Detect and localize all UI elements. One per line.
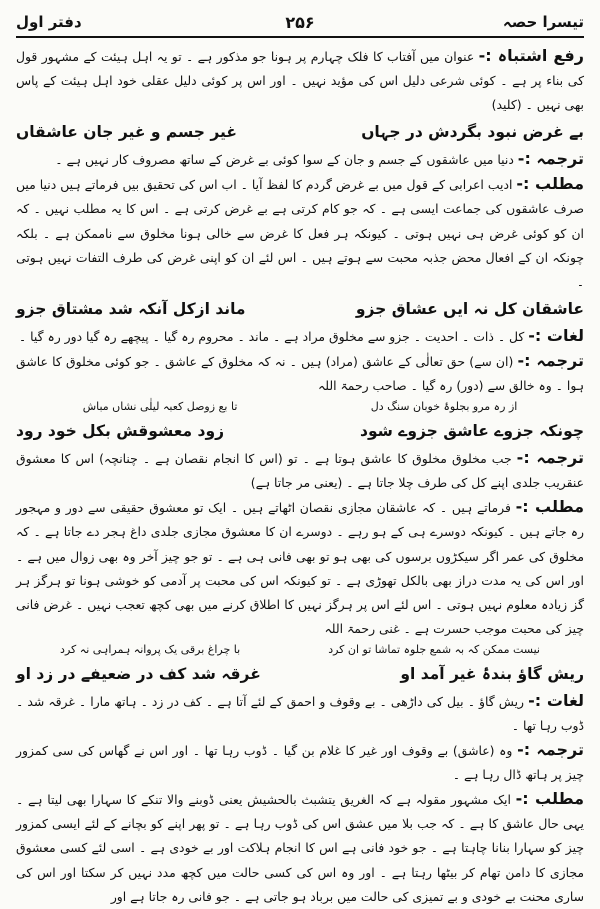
paragraph [16, 495, 584, 641]
verse-hemistich: بے غرض نبود بگردش در جہاں [361, 123, 584, 142]
quoted-couplet [16, 398, 584, 416]
verse-couplet [16, 416, 584, 446]
verse-hemistich: نیست ممکن کہ بہ شمع جلوہ تماشا تو ان کرد [328, 642, 540, 656]
verse-couplet [16, 117, 584, 147]
paragraph [16, 738, 584, 787]
header-book-name: دفتر اول [16, 13, 82, 31]
paragraph-text: فرماتے ہیں ۔ کہ عاشقان مجازی نقصان اٹھاتے ہیں ۔ ایک تو معشوق حقیقی سے دور و مہجور رہ جاتے ہیں ۔ کیونکہ دوسرے ہی کے ہو رہے ۔ دوسرے ان کا معشوق مجازی جلدی داغ ہجر دے جاتا ہے ۔ کہ مخلوق کی عمر اگر سیکڑوں برسوں کی بھی ہو تو بھی فانی ہی ہے ۔ تو جو چیز آخر وہ بھی زوال میں ہے ۔ اور اس کی یہ مدت دراز بھی بالکل تھوڑی ہے ۔ تو کیونکہ اس کی محبت پر آدمی کو خوشی ہونا تو ہرگز ہر گز زیادہ معلوم نہیں ہوتی ۔ اس لئے اس پر ہرگز نہیں کا اطلاق کرنے میں بھی کچھ تعجب نہیں ۔ غرض فانی چیز کی محبت موجب حسرت ہے ۔ غنی رحمۃ اللہ [16, 500, 584, 636]
verse-couplet [16, 294, 584, 324]
verse-hemistich: ماند ازکل آنکہ شد مشتاق جزو [16, 299, 246, 318]
paragraph-text: دنیا میں عاشقوں کے جسم و جان کے سوا کوئی بے غرض کے ساتھ مصروف کار نہیں ہے ۔ [55, 152, 514, 168]
paragraph-text: ایک مشہور مقولہ ہے کہ الغریق یتشبث بالحشیش یعنی ڈوبنے والا تنکے کا سہارا بھی لیتا ہے ۔ یہی حال عاشق کا ہے ۔ کہ جب بلا میں عشق اس کی ڈوب رہا ہے ۔ تو پھر اپنے کو بچانے کے لئے ایسی کمزور چیز کو سہارا بنانا چاہتا ہے ۔ جو خود فانی ہے اس کا انجام ہلاکت اور بے خودی ہے ۔ اسی لئے کسی معشوق مجازی کا دامن تھام کر بیٹھا رہتا ہے ۔ اور وہ اس کی کسی حالت میں کچھ مدد نہیں کر سکتا اور اس کی ساری محنت بے خودی و بے تمیزی کی حالت میں برباد ہو جاتی ہے ۔ جو فانی رہ جاتا ہے اور [16, 792, 584, 904]
paragraph [16, 44, 584, 117]
verse-hemistich: ریش گاؤ بندۂ غیر آمد او [400, 664, 584, 683]
paragraph-text: (ان سے) حق تعالٰی کے عاشق (مراد) ہیں ۔ نہ کہ مخلوق کے عاشق ۔ جو کوئی مخلوق کا عاشق ہوا ۔ وہ خالق سے (دور) رہ گیا ۔ صاحب رحمۃ اللہ [16, 353, 584, 394]
section-label: رفع اشتباہ :- [478, 46, 584, 65]
section-label: لغات :- [528, 325, 584, 345]
paragraph-text: جب مخلوق مخلوق کا عاشق ہوتا ہے ۔ تو (اس کا انجام نقصان ہے ۔ چنانچہ) اس کا معشوق عنقریب جلدی اپنے کل کی طرف چلا جاتا ہے ۔ (یعنی مر جاتا ہے) [16, 451, 584, 491]
page-body [16, 44, 585, 904]
paragraph [16, 147, 584, 172]
verse-hemistich: چونکہ جزوے عاشق جزوے شود [360, 422, 584, 441]
paragraph [16, 172, 584, 293]
quoted-couplet [16, 641, 584, 659]
section-label: ترجمہ :- [516, 448, 584, 468]
verse-hemistich: زود معشوقش بکل خود رود [16, 422, 225, 441]
paragraph [16, 349, 584, 398]
verse-hemistich: از رہ مرو بجلوۂ خوبان سنگ دل [370, 400, 518, 414]
paragraph-text: وہ (عاشق) بے وقوف اور غیر کا غلام بن گیا ۔ ڈوب رہا تھا ۔ اور اس نے گھاس کی سی کمزور چیز پر ہاتھ ڈال رہا ہے ۔ [16, 743, 584, 783]
paragraph [16, 446, 584, 495]
paragraph [16, 689, 584, 738]
header-rule [16, 36, 584, 38]
header-part-title: تیسرا حصہ [502, 13, 584, 31]
verse-hemistich: غیر جسم و غیر جان عاشقاں [16, 123, 237, 142]
page-number: ۲۵۶ [285, 12, 315, 32]
paragraph-text: ریش گاؤ ۔ بیل کی داڑھی ۔ بے وقوف و احمق کے لئے آتا ہے ۔ کف در زد ۔ ہاتھ مارا ۔ غرقہ شد ۔ ڈوب رہا تھا ۔ [16, 693, 584, 733]
verse-hemistich: غرقہ شد کف در ضعیفے در زد او [16, 664, 261, 683]
section-label: مطلب :- [515, 497, 584, 517]
verse-hemistich: با چراغ برقی یک پروانہ ہمراہی نہ کرد [60, 642, 241, 656]
section-label: ترجمہ :- [517, 350, 584, 370]
paragraph [16, 787, 584, 908]
section-label: ترجمہ :- [517, 149, 584, 169]
verse-hemistich: تا بع زوصل کعبہ لیلٰی نشاں مباش [82, 400, 238, 414]
paragraph-text: ادیب اعرابی کے قول میں بے غرض گردم کا لفظ آیا ۔ اب اس کی تحقیق بیں فرماتے ہیں دنیا میں صرف عاشقوں کی جماعت ایسی ہے ۔ کہ جو کام کرتی ہے بے غرض کرتی ہے ۔ اس کا یہ مطلب نہیں ۔ کہ ان کو کوئی غرض ہی نہیں ہوتی ۔ کیونکہ ہر فعل کا غرض سے خالی ہونا مخلوق سے ناممکن ہے ۔ بلکہ چونکہ ان کے افعال محض جذبہ محبت سے ہوتے ہیں ۔ اس لئے ان کو اپنی غرض کی طرف التفات نہیں ہوتی ۔ [16, 177, 584, 289]
paragraph-text: کل ۔ ذات ۔ احدیت ۔ جزو سے مخلوق مراد ہے ۔ ماند ۔ محروم رہ گیا ۔ پیچھے رہ گیا دور رہ گیا ۔ [18, 328, 525, 344]
verse-couplet [16, 659, 584, 689]
section-label: لغات :- [528, 690, 585, 710]
paragraph-text: عنوان میں آفتاب کا فلک چہارم پر ہونا جو مذکور ہے ۔ تو یہ اہل ہیئت کے مشہور قول کی بناء پر ہے ۔ کوئی شرعی دلیل اس کی مؤید نہیں ۔ اور اس پر کوئی دلیل عقلی خود اہل ہیئت کے پاس بھی نہیں ۔ (کلید) [16, 49, 584, 113]
verse-hemistich: عاشقان کل نہ ایں عشاق جزو [355, 299, 584, 318]
page-header [16, 10, 584, 34]
section-label: مطلب :- [515, 789, 584, 809]
section-label: مطلب :- [516, 174, 584, 194]
section-label: ترجمہ :- [517, 740, 584, 760]
paragraph [16, 324, 584, 349]
